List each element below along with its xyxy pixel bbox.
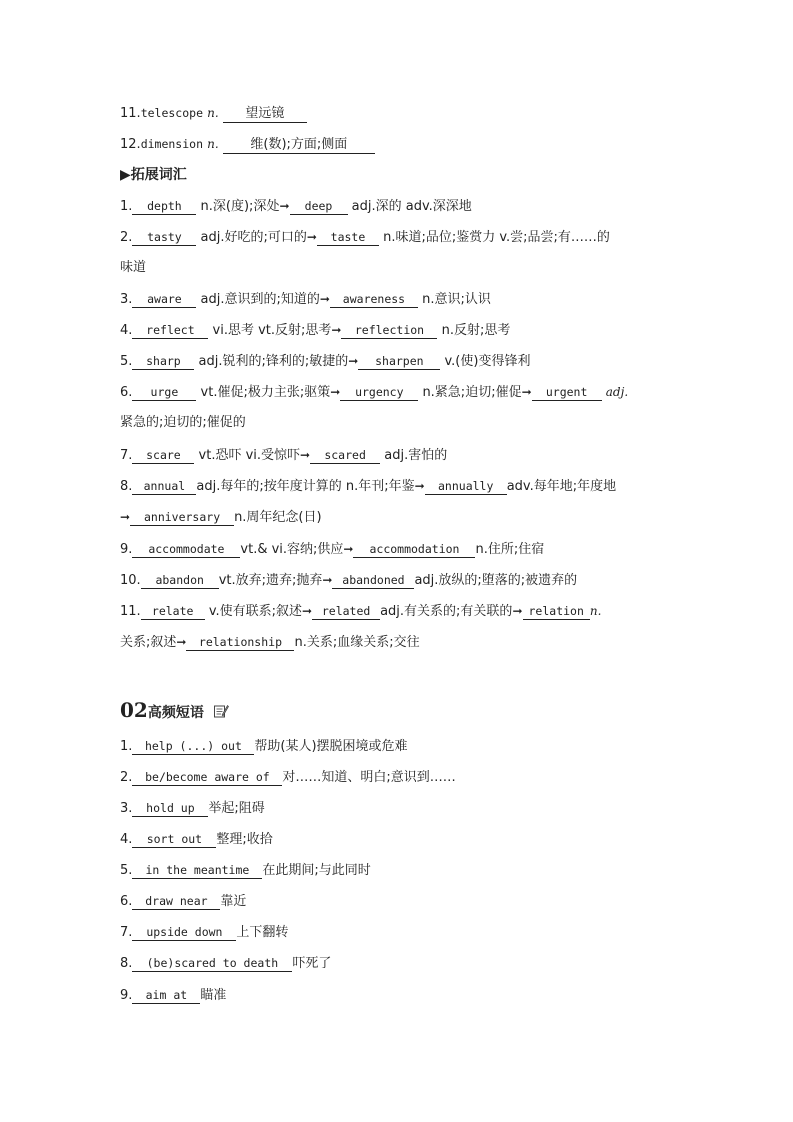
arrow-icon: ➞: [120, 510, 131, 524]
definition-text: adv.每年地;年度地: [506, 479, 617, 494]
extension-item-3: [120, 290, 733, 309]
definition-text: adj.有关系的;有关联的: [380, 604, 513, 619]
answer-blank: relate: [141, 603, 205, 620]
vocab-word: telescope: [140, 106, 203, 120]
phrase-item-6: [120, 893, 733, 911]
extension-item-10: [120, 571, 733, 590]
extension-item-11-cont: [120, 633, 733, 652]
answer-blank: 维(数);方面;侧面: [223, 137, 375, 154]
phrase-item-5: [120, 862, 733, 880]
definition-text: n.住所;住宿: [475, 542, 545, 557]
definition-text: adj.每年的;按年度计算的 n.年刊;年鉴: [196, 479, 415, 494]
phrase-item-7: [120, 924, 733, 942]
answer-blank: be/become aware of: [132, 769, 282, 786]
definition-text: n.味道;品位;鉴赏力 v.尝;品尝;有……的: [383, 230, 610, 245]
extension-item-8: [120, 477, 733, 496]
phrase-item-8: [120, 955, 733, 973]
section-heading-extension: ▶拓展词汇: [120, 167, 187, 183]
item-number: 7.: [120, 925, 133, 940]
answer-blank: urge: [132, 384, 196, 401]
extension-item-6-cont: [120, 414, 733, 432]
phrase-item-1: [120, 738, 733, 756]
answer-blank: 望远镜: [223, 106, 307, 123]
arrow-icon: ➞: [512, 604, 523, 618]
definition-text: 味道: [120, 260, 147, 275]
section-heading-phrases: [120, 698, 229, 723]
answer-blank: taste: [317, 229, 379, 246]
definition-text: n.深(度);深处: [200, 199, 280, 214]
definition-text: vi.思考 vt.反射;思考: [212, 323, 332, 338]
item-number: 11.: [120, 106, 141, 121]
answer-blank: annual: [132, 478, 196, 495]
answer-blank: anniversary: [130, 509, 234, 526]
definition-text: 上下翻转: [236, 925, 289, 940]
glossary-item-11: [120, 104, 733, 123]
answer-blank: sort out: [132, 831, 216, 848]
definition-text: adj.锐利的;锋利的;敏捷的: [198, 354, 349, 369]
item-number: 6.: [120, 385, 133, 400]
item-number: 10.: [120, 573, 141, 588]
answer-blank: scare: [132, 447, 194, 464]
item-number: 3.: [120, 292, 133, 307]
definition-text: 瞄准: [200, 988, 227, 1003]
vocab-word: dimension: [140, 137, 203, 151]
arrow-icon: ➞: [306, 230, 317, 244]
item-number: 11.: [120, 604, 141, 619]
answer-blank: sharp: [132, 353, 194, 370]
answer-blank: help (...) out: [132, 738, 254, 755]
item-number: 8.: [120, 479, 133, 494]
arrow-icon: ➞: [343, 542, 354, 556]
answer-blank: reflect: [132, 322, 208, 339]
phrase-item-9: [120, 987, 733, 1005]
answer-blank: relation: [523, 603, 590, 620]
part-of-speech: adj.: [605, 385, 629, 399]
extension-item-6: [120, 383, 733, 402]
answer-blank: (be)scared to death: [132, 955, 292, 972]
answer-blank: accommodate: [132, 541, 240, 558]
definition-text: adj.害怕的: [384, 448, 448, 463]
extension-item-11: [120, 602, 733, 621]
answer-blank: urgency: [340, 384, 418, 401]
extension-item-4: [120, 321, 733, 340]
part-of-speech: n.: [589, 604, 602, 618]
definition-text: vt.放弃;遗弃;抛弃: [218, 573, 323, 588]
item-number: 6.: [120, 894, 133, 909]
definition-text: adj.好吃的;可口的: [200, 230, 307, 245]
answer-blank: tasty: [132, 229, 196, 246]
arrow-icon: ➞: [300, 448, 311, 462]
item-number: 7.: [120, 448, 133, 463]
extension-item-2-cont: [120, 259, 733, 277]
answer-blank: in the meantime: [132, 862, 262, 879]
definition-text: 紧急的;迫切的;催促的: [120, 415, 246, 430]
answer-blank: urgent: [532, 384, 602, 401]
answer-blank: hold up: [132, 800, 208, 817]
answer-blank: draw near: [132, 893, 220, 910]
part-of-speech: n.: [207, 137, 219, 151]
glossary-item-12: [120, 135, 733, 154]
definition-text: vt.& vi.容纳;供应: [240, 542, 344, 557]
item-number: 1.: [120, 739, 133, 754]
answer-blank: accommodation: [353, 541, 475, 558]
item-number: 4.: [120, 832, 133, 847]
arrow-icon: ➞: [322, 573, 333, 587]
arrow-icon: ➞: [521, 385, 532, 399]
definition-text: n.关系;血缘关系;交往: [294, 635, 420, 650]
answer-blank: scared: [310, 447, 380, 464]
definition-text: vt.恐吓 vi.受惊吓: [198, 448, 301, 463]
extension-item-9: [120, 540, 733, 559]
item-number: 9.: [120, 542, 133, 557]
answer-blank: abandoned: [332, 572, 414, 589]
answer-blank: aware: [132, 291, 196, 308]
item-number: 5.: [120, 354, 133, 369]
definition-text: v.使有联系;叙述: [208, 604, 303, 619]
arrow-icon: ➞: [176, 635, 187, 649]
answer-blank: deep: [290, 198, 348, 215]
definition-text: vt.催促;极力主张;驱策: [200, 385, 331, 400]
definition-text: v.(使)变得锋利: [444, 354, 531, 369]
answer-blank: sharpen: [358, 353, 440, 370]
item-number: 2.: [120, 770, 133, 785]
answer-blank: related: [312, 603, 380, 620]
arrow-icon: ➞: [348, 354, 359, 368]
section-number: 02: [120, 698, 148, 722]
definition-text: 在此期间;与此同时: [262, 863, 371, 878]
extension-item-1: [120, 197, 733, 216]
phrase-item-2: [120, 769, 733, 787]
definition-text: n.周年纪念(日): [234, 510, 322, 525]
item-number: 8.: [120, 956, 133, 971]
definition-text: n.反射;思考: [441, 323, 511, 338]
definition-text: adj.放纵的;堕落的;被遗弃的: [414, 573, 578, 588]
definition-text: 关系;叙述: [120, 635, 177, 650]
definition-text: 靠近: [220, 894, 247, 909]
item-number: 12.: [120, 137, 141, 152]
arrow-icon: ➞: [279, 199, 290, 213]
answer-blank: awareness: [330, 291, 418, 308]
extension-item-8-cont: [120, 508, 733, 527]
answer-blank: aim at: [132, 987, 200, 1004]
definition-text: adj.意识到的;知道的: [200, 292, 320, 307]
arrow-icon: ➞: [319, 292, 330, 306]
definition-text: adj.深的 adv.深深地: [351, 199, 472, 214]
answer-blank: abandon: [141, 572, 219, 589]
definition-text: 整理;收拾: [216, 832, 273, 847]
item-number: 1.: [120, 199, 133, 214]
item-number: 5.: [120, 863, 133, 878]
phrase-item-3: [120, 800, 733, 818]
item-number: 2.: [120, 230, 133, 245]
section-title: 高频短语: [147, 705, 204, 721]
arrow-icon: ➞: [302, 604, 313, 618]
extension-item-5: [120, 352, 733, 371]
extension-item-7: [120, 446, 733, 465]
definition-text: n.紧急;迫切;催促: [422, 385, 522, 400]
answer-blank: annually: [425, 478, 507, 495]
extension-item-2: [120, 228, 733, 247]
definition-text: 对……知道、明白;意识到……: [282, 770, 456, 785]
phrase-item-4: [120, 831, 733, 849]
item-number: 4.: [120, 323, 133, 338]
answer-blank: reflection: [341, 322, 437, 339]
definition-text: 吓死了: [292, 956, 332, 971]
part-of-speech: n.: [207, 106, 219, 120]
definition-text: 举起;阻碍: [208, 801, 265, 816]
item-number: 3.: [120, 801, 133, 816]
item-number: 9.: [120, 988, 133, 1003]
arrow-icon: ➞: [330, 385, 341, 399]
answer-blank: depth: [132, 198, 196, 215]
definition-text: 帮助(某人)摆脱困境或危难: [254, 739, 408, 754]
notepad-pen-icon: [213, 703, 229, 723]
answer-blank: upside down: [132, 924, 236, 941]
arrow-icon: ➞: [414, 479, 425, 493]
answer-blank: relationship: [186, 634, 294, 651]
arrow-icon: ➞: [331, 323, 342, 337]
definition-text: n.意识;认识: [422, 292, 491, 307]
